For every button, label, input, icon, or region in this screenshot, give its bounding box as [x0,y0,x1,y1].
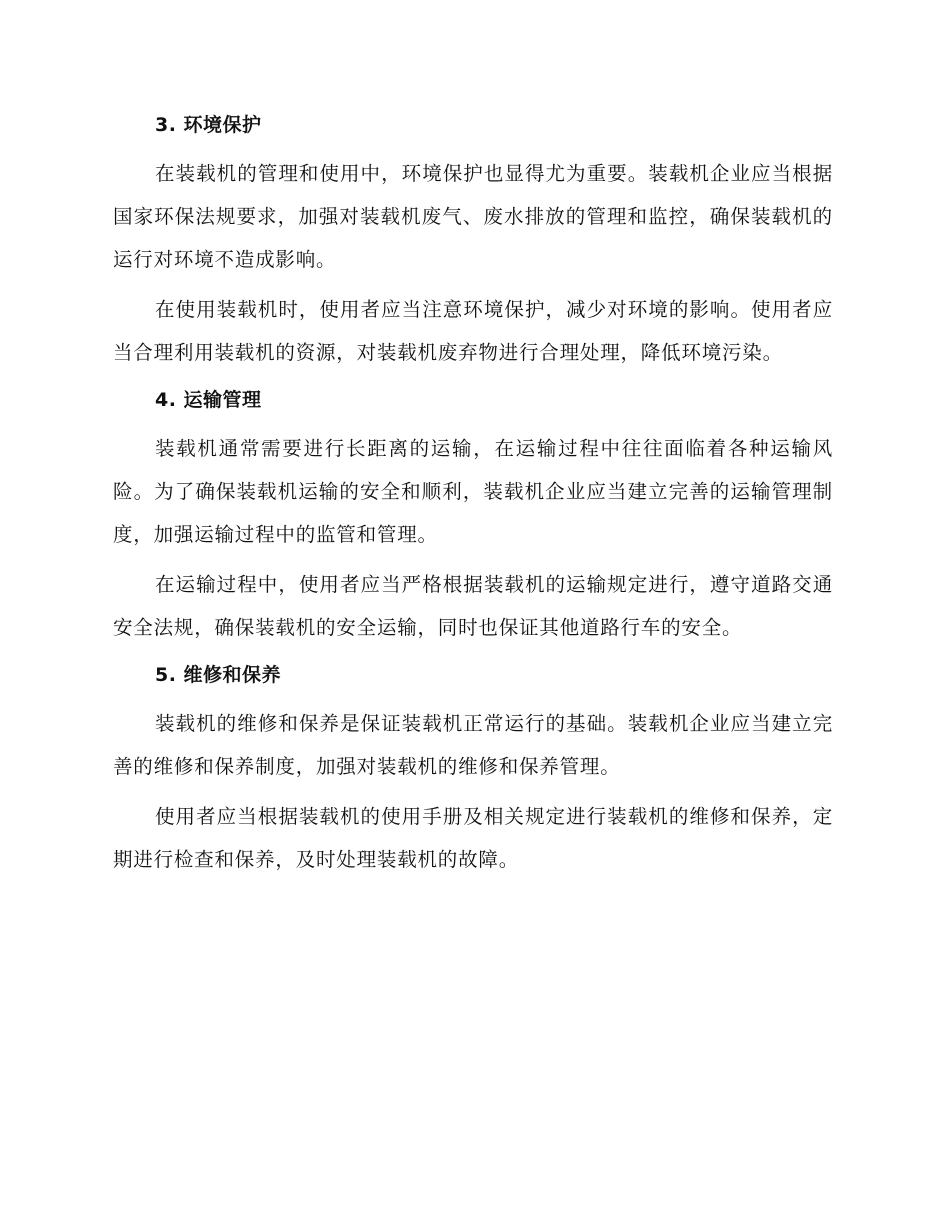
section-transport-management [113,385,833,649]
section-heading: 4. 运输管理 [155,389,262,411]
paragraph: 装载机的维修和保养是保证装载机正常运行的基础。装载机企业应当建立完善的维修和保养制度，加强对装载机的维修和保养管理。 [113,712,833,778]
paragraph: 在运输过程中，使用者应当严格根据装载机的运输规定进行，遵守道路交通安全法规，确保装载机的安全运输，同时也保证其他道路行车的安全。 [113,573,833,639]
section-maintenance [113,660,833,881]
paragraph: 装载机通常需要进行长距离的运输，在运输过程中往往面临着各种运输风险。为了确保装载机运输的安全和顺利，装载机企业应当建立完善的运输管理制度，加强运输过程中的监管和管理。 [113,437,833,546]
paragraph: 在装载机的管理和使用中，环境保护也显得尤为重要。装载机企业应当根据国家环保法规要求，加强对装载机废气、废水排放的管理和监控，确保装载机的运行对环境不造成影响。 [113,162,833,271]
section-environmental-protection [113,110,833,374]
paragraph: 在使用装载机时，使用者应当注意环境保护，减少对环境的影响。使用者应当合理利用装载机的资源，对装载机废弃物进行合理处理，降低环境污染。 [113,298,833,364]
document-page [113,110,833,888]
section-heading: 5. 维修和保养 [155,664,282,686]
section-heading: 3. 环境保护 [155,114,262,136]
paragraph: 使用者应当根据装载机的使用手册及相关规定进行装载机的维修和保养，定期进行检查和保养，及时处理装载机的故障。 [113,805,833,871]
